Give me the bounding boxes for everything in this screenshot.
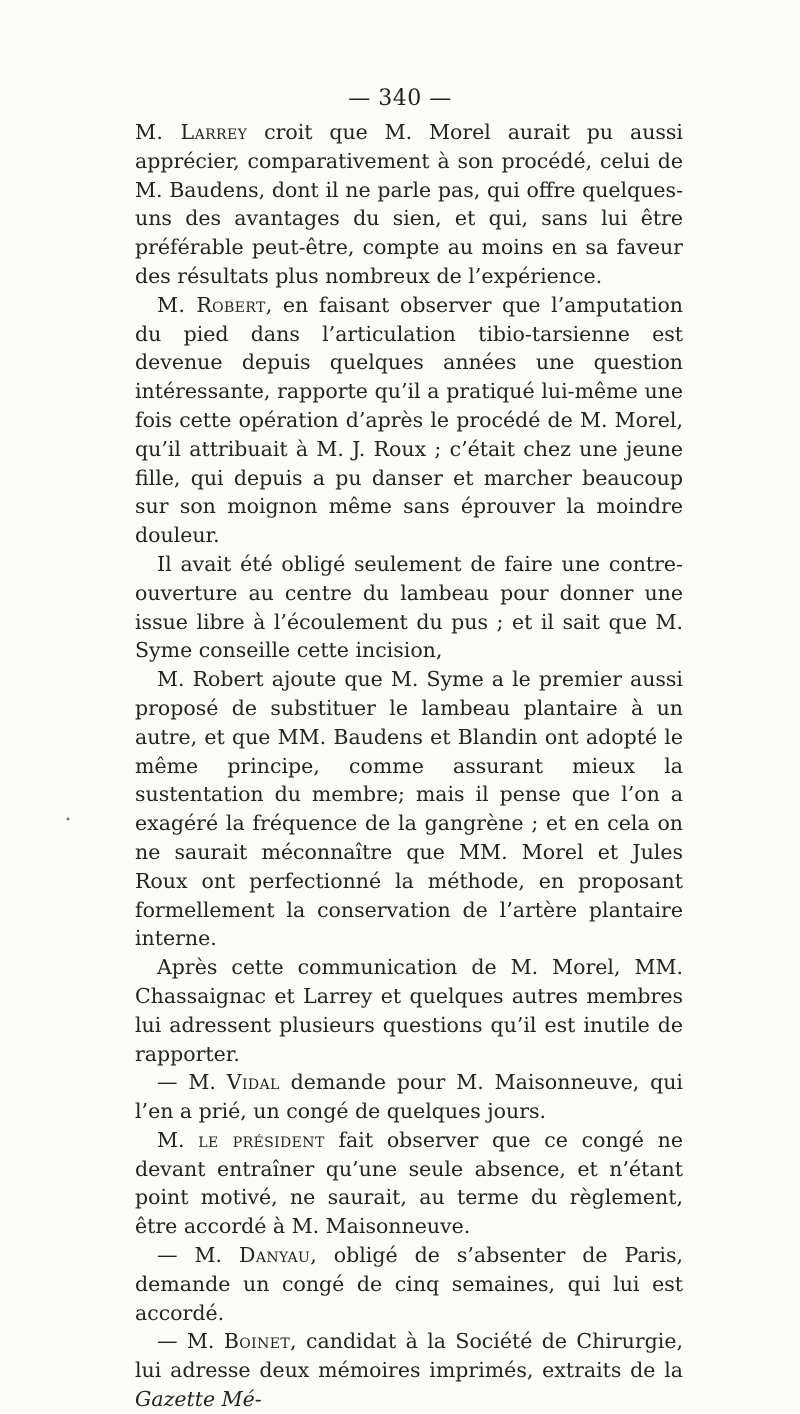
- paragraph-communication: [135, 953, 683, 1068]
- paragraph-vidal: [135, 1068, 683, 1126]
- paragraph-text: M. Robert ajoute que M. Syme a le premier aussi proposé de substituer le lambeau plantaire à un autre, et que MM. Baudens et Blandin ont adopté le même principe, comme assurant mieux la sustentation du membre; mais il pense que l’on a exagéré la fréquence de la gangrène ; et en cela on ne saurait méconnaître que MM. Morel et Jules Roux ont perfectionné la méthode, en proposant formellement la conservation de l’artère plantaire interne.: [135, 667, 683, 951]
- paragraph-robert: [135, 291, 683, 550]
- speaker-name: M. Larrey: [135, 120, 248, 144]
- page-number: — 340 —: [348, 86, 452, 111]
- paragraph-text: croit que M. Morel aurait pu aussi apprécier, comparativement à son procédé, celui de M. Baudens, dont il ne parle pas, qui offre quelques-uns des avantages du sien, et qui, sans lui être préférable peut-être, compte au moins en sa faveur des résultats plus nombreux de l’expérience.: [135, 120, 683, 288]
- paragraph-text: fait observer que ce congé ne devant entraîner qu’une seule absence, et n’étant point motivé, ne saurait, au terme du règlement, être accordé à M. Maisonneuve.: [135, 1127, 683, 1239]
- paragraph-text: , candidat à la Société de Chirurgie, lui adresse deux mémoires imprimés, extraits de la: [135, 1329, 683, 1383]
- speaker-name: Boinet: [223, 1329, 291, 1354]
- italic-title: Gazette Mé-: [135, 1387, 262, 1412]
- paragraph-prefix: M.: [157, 1127, 199, 1152]
- speaker-name: Vidal: [226, 1070, 280, 1095]
- paragraph-text: Il avait été obligé seulement de faire une contre-ouverture au centre du lambeau pour donner une issue libre à l’écoulement du pus ; et il sait que M. Syme conseille cette incision,: [135, 551, 683, 663]
- speaker-name: le président: [198, 1127, 325, 1152]
- paragraph-text: , obligé de s’absenter de Paris, demande un congé de cinq semaines, qui lui est accordé.: [135, 1243, 683, 1325]
- margin-mark: •: [65, 815, 71, 826]
- paragraph-contre-ouverture: [135, 550, 683, 665]
- body-text: [135, 118, 683, 1414]
- paragraph-syme: [135, 665, 683, 953]
- paragraph-prefix: — M.: [157, 1329, 224, 1354]
- paragraph-president: [135, 1126, 683, 1241]
- paragraph-text: demande pour M. Maisonneuve, qui l’en a prié, un congé de quelques jours.: [135, 1070, 683, 1124]
- paragraph-larrey: [135, 118, 683, 291]
- speaker-name: M. Robert: [157, 292, 266, 317]
- paragraph-text: Après cette communication de M. Morel, MM. Chassaignac et Larrey et quelques autres membres lui adressent plusieurs questions qu’il est inutile de rapporter.: [135, 955, 683, 1066]
- paragraph-danyau: [135, 1241, 683, 1327]
- paragraph-prefix: — M.: [157, 1243, 239, 1268]
- paragraph-boinet: [135, 1327, 683, 1413]
- paragraph-text: , en faisant observer que l’amputation du pied dans l’articulation tibio-tarsienne est devenue depuis quelques années une question intéressante, rapporte qu’il a pratiqué lui-même une fois cette opération d’après le procédé de M. Morel, qu’il attribuait à M. J. Roux ; c’était chez une jeune fille, qui depuis a pu danser et marcher beaucoup sur son moignon même sans éprouver la moindre douleur.: [135, 292, 683, 548]
- speaker-name: Danyau: [239, 1243, 311, 1268]
- paragraph-prefix: — M.: [157, 1070, 227, 1095]
